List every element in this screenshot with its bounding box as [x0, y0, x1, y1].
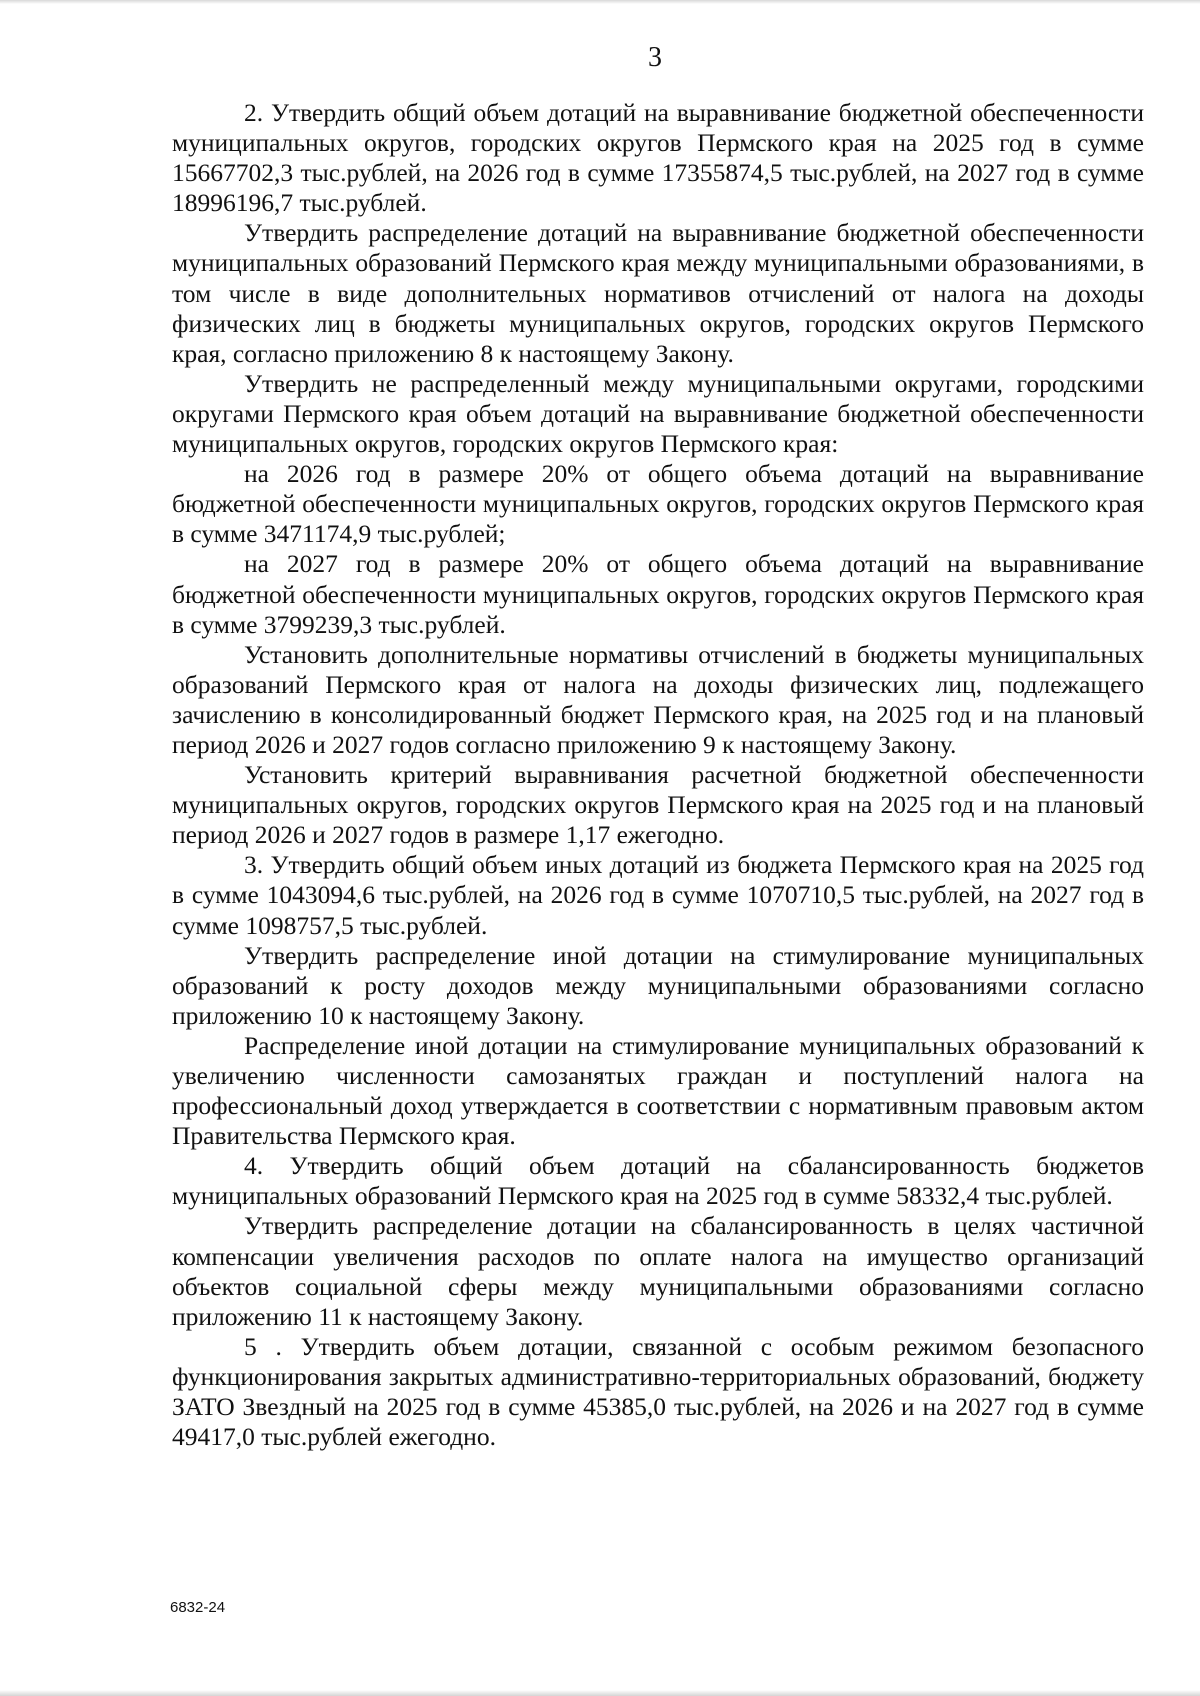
paragraph-self-employed-stimulus: Распределение иной дотации на стимулирование муниципальных образований к увеличению численности самозанятых граждан и поступлений налога на профессиональный доход утверждается в соответствии с нормативным правовым актом Правительства Пермского края.	[172, 1030, 1144, 1151]
paragraph-5-zato-subsidy: 5 . Утвердить объем дотации, связанной с особым режимом безопасного функционирования закрытых административно-территориальных образований, бюджету ЗАТО Звездный на 2025 год в сумме 45385,0 тыс.рублей, на 2026 и на 2027 год в сумме 49417,0 тыс.рублей ежегодно.	[172, 1331, 1144, 1452]
paragraph-undistributed-2026: на 2026 год в размере 20% от общего объема дотаций на выравнивание бюджетной обеспеченности муниципальных округов, городских округов Пермского края в сумме 3471174,9 тыс.рублей;	[172, 459, 1144, 549]
document-body	[172, 98, 1144, 1452]
paragraph-3-other-subsidies: 3. Утвердить общий объем иных дотаций из бюджета Пермского края на 2025 год в сумме 1043094,6 тыс.рублей, на 2026 год в сумме 1070710,5 тыс.рублей, на 2027 год в сумме 1098757,5 тыс.рублей.	[172, 850, 1144, 940]
paragraph-undistributed-volume: Утвердить не распределенный между муниципальными округами, городскими округами Пермского края объем дотаций на выравнивание бюджетной обеспеченности муниципальных округов, городских округов Пермского края:	[172, 368, 1144, 459]
paragraph-equalization-criterion: Установить критерий выравнивания расчетной бюджетной обеспеченности муниципальных округов, городских округов Пермского края на 2025 год и на плановый период 2026 и 2027 годов в размере 1,17 ежегодно.	[172, 760, 1144, 850]
document-code: 6832-24	[170, 1599, 226, 1616]
paragraph-equalization-distribution: Утвердить распределение дотаций на выравнивание бюджетной обеспеченности муниципальных образований Пермского края между муниципальными образованиями, в том числе в виде дополнительных нормативов отчислений от налога на доходы физических лиц в бюджеты муниципальных округов, городских округов Пермского края, согласно приложению 8 к настоящему Закону.	[172, 218, 1144, 368]
paragraph-income-growth-stimulus: Утвердить распределение иной дотации на стимулирование муниципальных образований к росту доходов между муниципальными образованиями согласно приложению 10 к настоящему Закону.	[172, 940, 1144, 1030]
paragraph-additional-norms: Установить дополнительные нормативы отчислений в бюджеты муниципальных образований Пермского края от налога на доходы физических лиц, подлежащего зачислению в консолидированный бюджет Пермского края, на 2025 год и на плановый период 2026 и 2027 годов согласно приложению 9 к настоящему Закону.	[172, 639, 1144, 759]
paragraph-4-balance-subsidies: 4. Утвердить общий объем дотаций на сбалансированность бюджетов муниципальных образований Пермского края на 2025 год в сумме 58332,4 тыс.рублей.	[172, 1151, 1144, 1211]
paragraph-undistributed-2027: на 2027 год в размере 20% от общего объема дотаций на выравнивание бюджетной обеспеченности муниципальных округов, городских округов Пермского края в сумме 3799239,3 тыс.рублей.	[172, 549, 1144, 639]
scan-edge-top	[0, 0, 1200, 4]
paragraph-balance-distribution: Утвердить распределение дотации на сбалансированность в целях частичной компенсации увеличения расходов по оплате налога на имущество организаций объектов социальной сферы между муниципальными образованиями согласно приложению 11 к настоящему Закону.	[172, 1211, 1144, 1331]
scan-edge-bottom	[0, 1690, 1200, 1696]
page-number: 3	[648, 42, 662, 73]
paragraph-2-equalization-total: 2. Утвердить общий объем дотаций на выравнивание бюджетной обеспеченности муниципальных округов, городских округов Пермского края на 2025 год в сумме 15667702,3 тыс.рублей, на 2026 год в сумме 17355874,5 тыс.рублей, на 2027 год в сумме 18996196,7 тыс.рублей.	[172, 98, 1144, 218]
